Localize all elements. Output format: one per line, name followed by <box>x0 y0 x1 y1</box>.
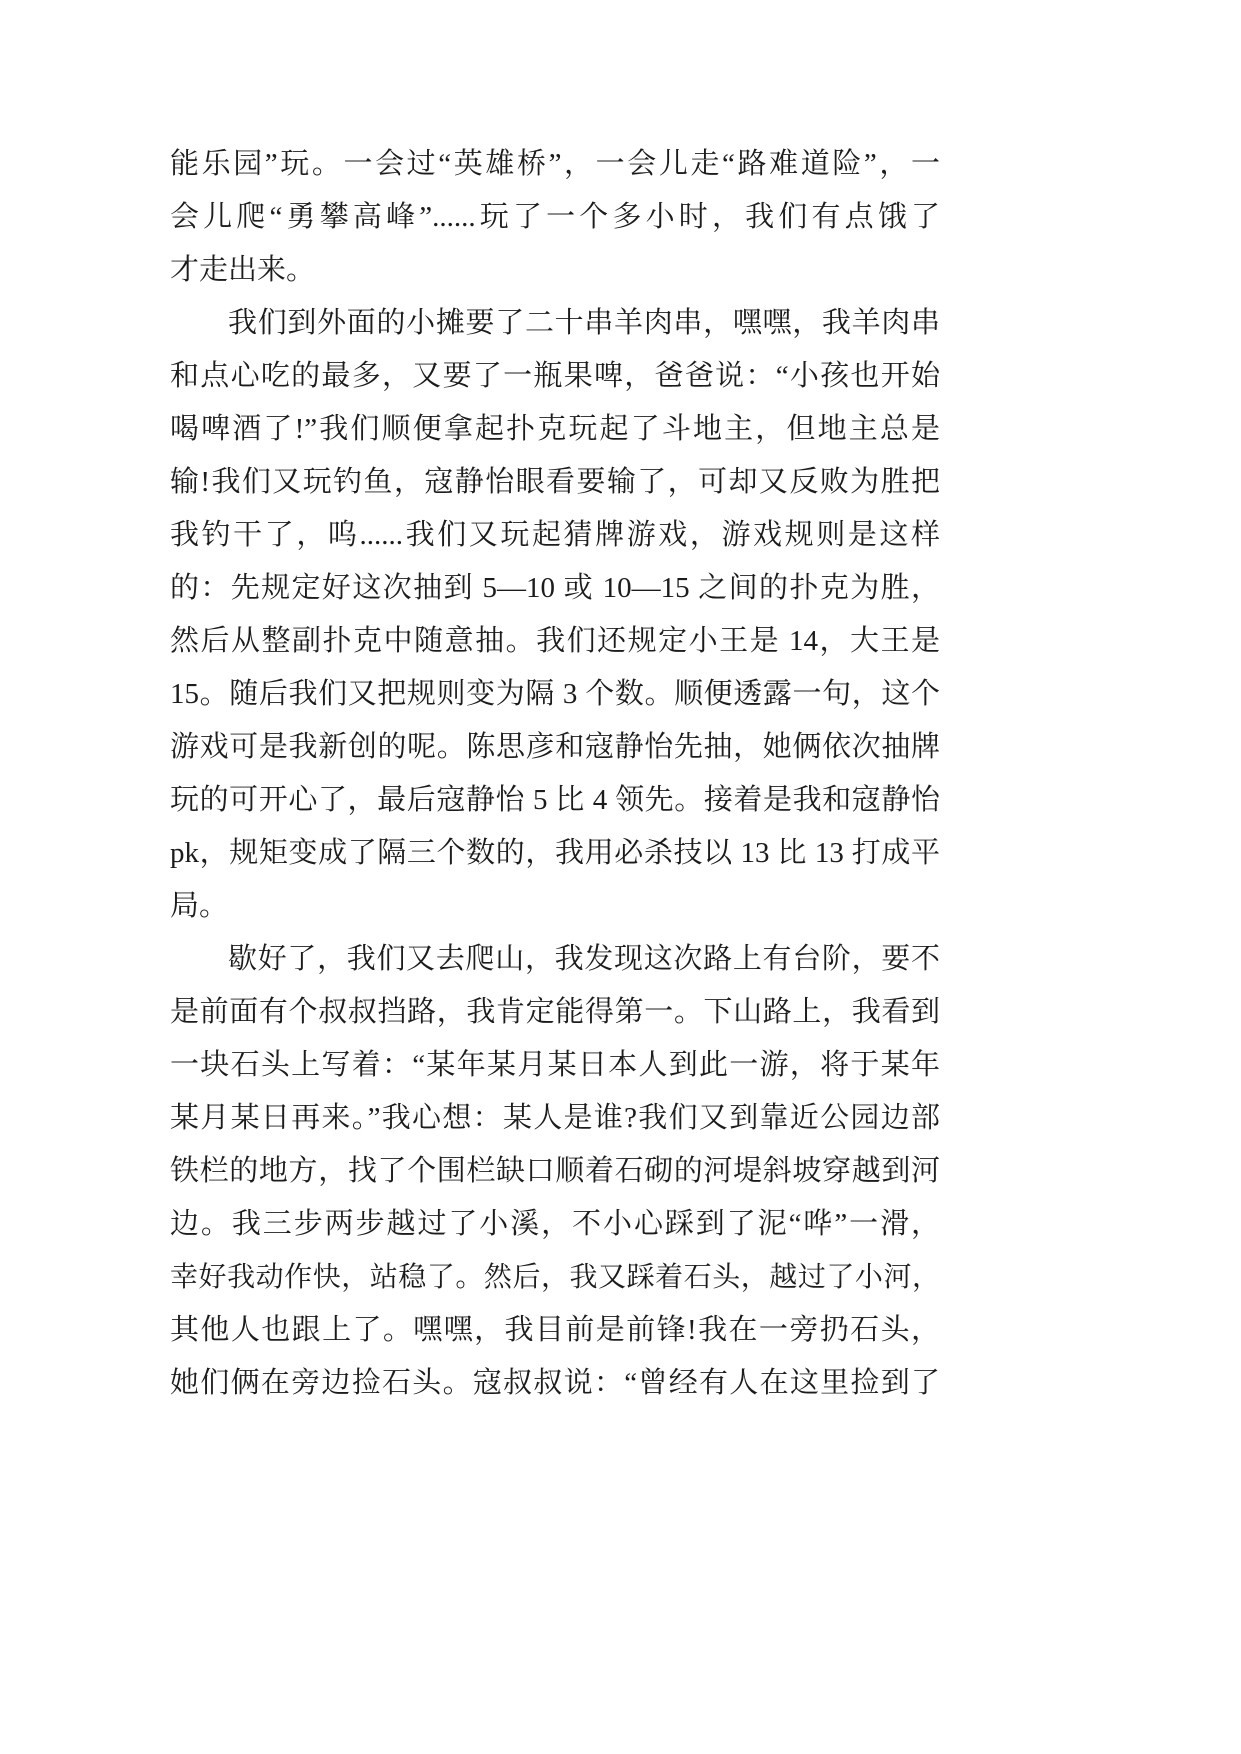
text-line: 某月某日再来。”我心想：某人是谁?我们又到靠近公园边部 <box>170 1102 940 1134</box>
text-line: 15。随后我们又把规则变为隔 3 个数。顺便透露一句，这个 <box>170 678 940 710</box>
text-line: 局。 <box>170 890 229 922</box>
paragraph-3 <box>170 933 940 1410</box>
text-line: 游戏可是我新创的呢。陈思彦和寇静怡先抽，她俩依次抽牌 <box>170 731 940 763</box>
paragraph-1 <box>170 138 940 297</box>
text-line: 是前面有个叔叔挡路，我肯定能得第一。下山路上，我看到 <box>170 996 940 1028</box>
text-line: 我们到外面的小摊要了二十串羊肉串，嘿嘿，我羊肉串 <box>228 307 940 339</box>
text-line: 才走出来。 <box>170 254 316 286</box>
text-line: 幸好我动作快，站稳了。然后，我又踩着石头，越过了小河， <box>170 1262 940 1293</box>
text-line: 歇好了，我们又去爬山，我发现这次路上有台阶，要不 <box>228 943 940 975</box>
text-line: 输!我们又玩钓鱼，寇静怡眼看要输了，可却又反败为胜把 <box>170 466 940 498</box>
text-line: 边。我三步两步越过了小溪，不小心踩到了泥“哗”一滑， <box>170 1208 940 1240</box>
text-line: 和点心吃的最多，又要了一瓶果啤，爸爸说：“小孩也开始 <box>170 360 940 392</box>
text-line: 其他人也跟上了。嘿嘿，我目前是前锋!我在一旁扔石头， <box>170 1314 940 1346</box>
text-line: 我钓干了，呜......我们又玩起猜牌游戏，游戏规则是这样 <box>170 519 940 551</box>
paragraph-2 <box>170 297 940 933</box>
text-line: pk，规矩变成了隔三个数的，我用必杀技以 13 比 13 打成平 <box>170 837 940 869</box>
text-line: 然后从整副扑克中随意抽。我们还规定小王是 14，大王是 <box>170 625 940 657</box>
text-line: 喝啤酒了!”我们顺便拿起扑克玩起了斗地主，但地主总是 <box>170 413 940 445</box>
text-line: 的：先规定好这次抽到 5—10 或 10—15 之间的扑克为胜， <box>170 572 940 604</box>
text-line: 会儿爬“勇攀高峰”......玩了一个多小时，我们有点饿了 <box>170 201 940 233</box>
body-text <box>170 138 940 1410</box>
text-line: 铁栏的地方，找了个围栏缺口顺着石砌的河堤斜坡穿越到河 <box>170 1155 940 1187</box>
text-line: 一块石头上写着：“某年某月某日本人到此一游，将于某年 <box>170 1049 940 1081</box>
text-line: 她们俩在旁边捡石头。寇叔叔说：“曾经有人在这里捡到了 <box>170 1367 940 1399</box>
text-line: 能乐园”玩。一会过“英雄桥”，一会儿走“路难道险”，一 <box>170 148 940 180</box>
text-line: 玩的可开心了，最后寇静怡 5 比 4 领先。接着是我和寇静怡 <box>170 784 940 816</box>
